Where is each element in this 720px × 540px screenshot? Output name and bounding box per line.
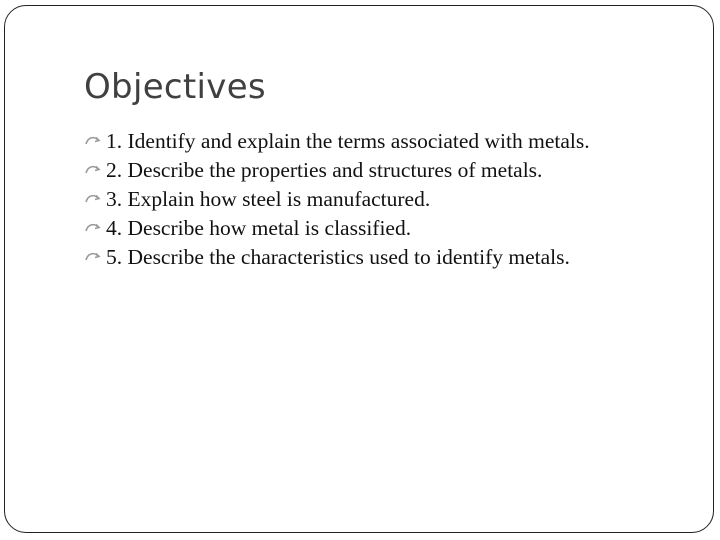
bullet-text: 3. Explain how steel is manufactured. xyxy=(106,187,431,211)
curved-arrow-bullet-icon xyxy=(84,250,102,264)
list-item xyxy=(84,127,684,156)
list-item xyxy=(84,156,684,185)
bullet-text: 2. Describe the properties and structures of metals. xyxy=(106,158,543,182)
bullet-text: 4. Describe how metal is classified. xyxy=(106,216,412,240)
slide-frame xyxy=(4,5,714,533)
curved-arrow-bullet-icon xyxy=(84,221,102,235)
bullet-text: 5. Describe the characteristics used to identify metals. xyxy=(106,245,570,269)
list-item xyxy=(84,185,684,214)
slide-title: Objectives xyxy=(84,67,266,107)
list-item xyxy=(84,243,684,272)
objectives-list xyxy=(84,127,684,272)
curved-arrow-bullet-icon xyxy=(84,163,102,177)
list-item xyxy=(84,214,684,243)
curved-arrow-bullet-icon xyxy=(84,192,102,206)
bullet-text: 1. Identify and explain the terms associated with metals. xyxy=(106,129,590,153)
curved-arrow-bullet-icon xyxy=(84,134,102,148)
